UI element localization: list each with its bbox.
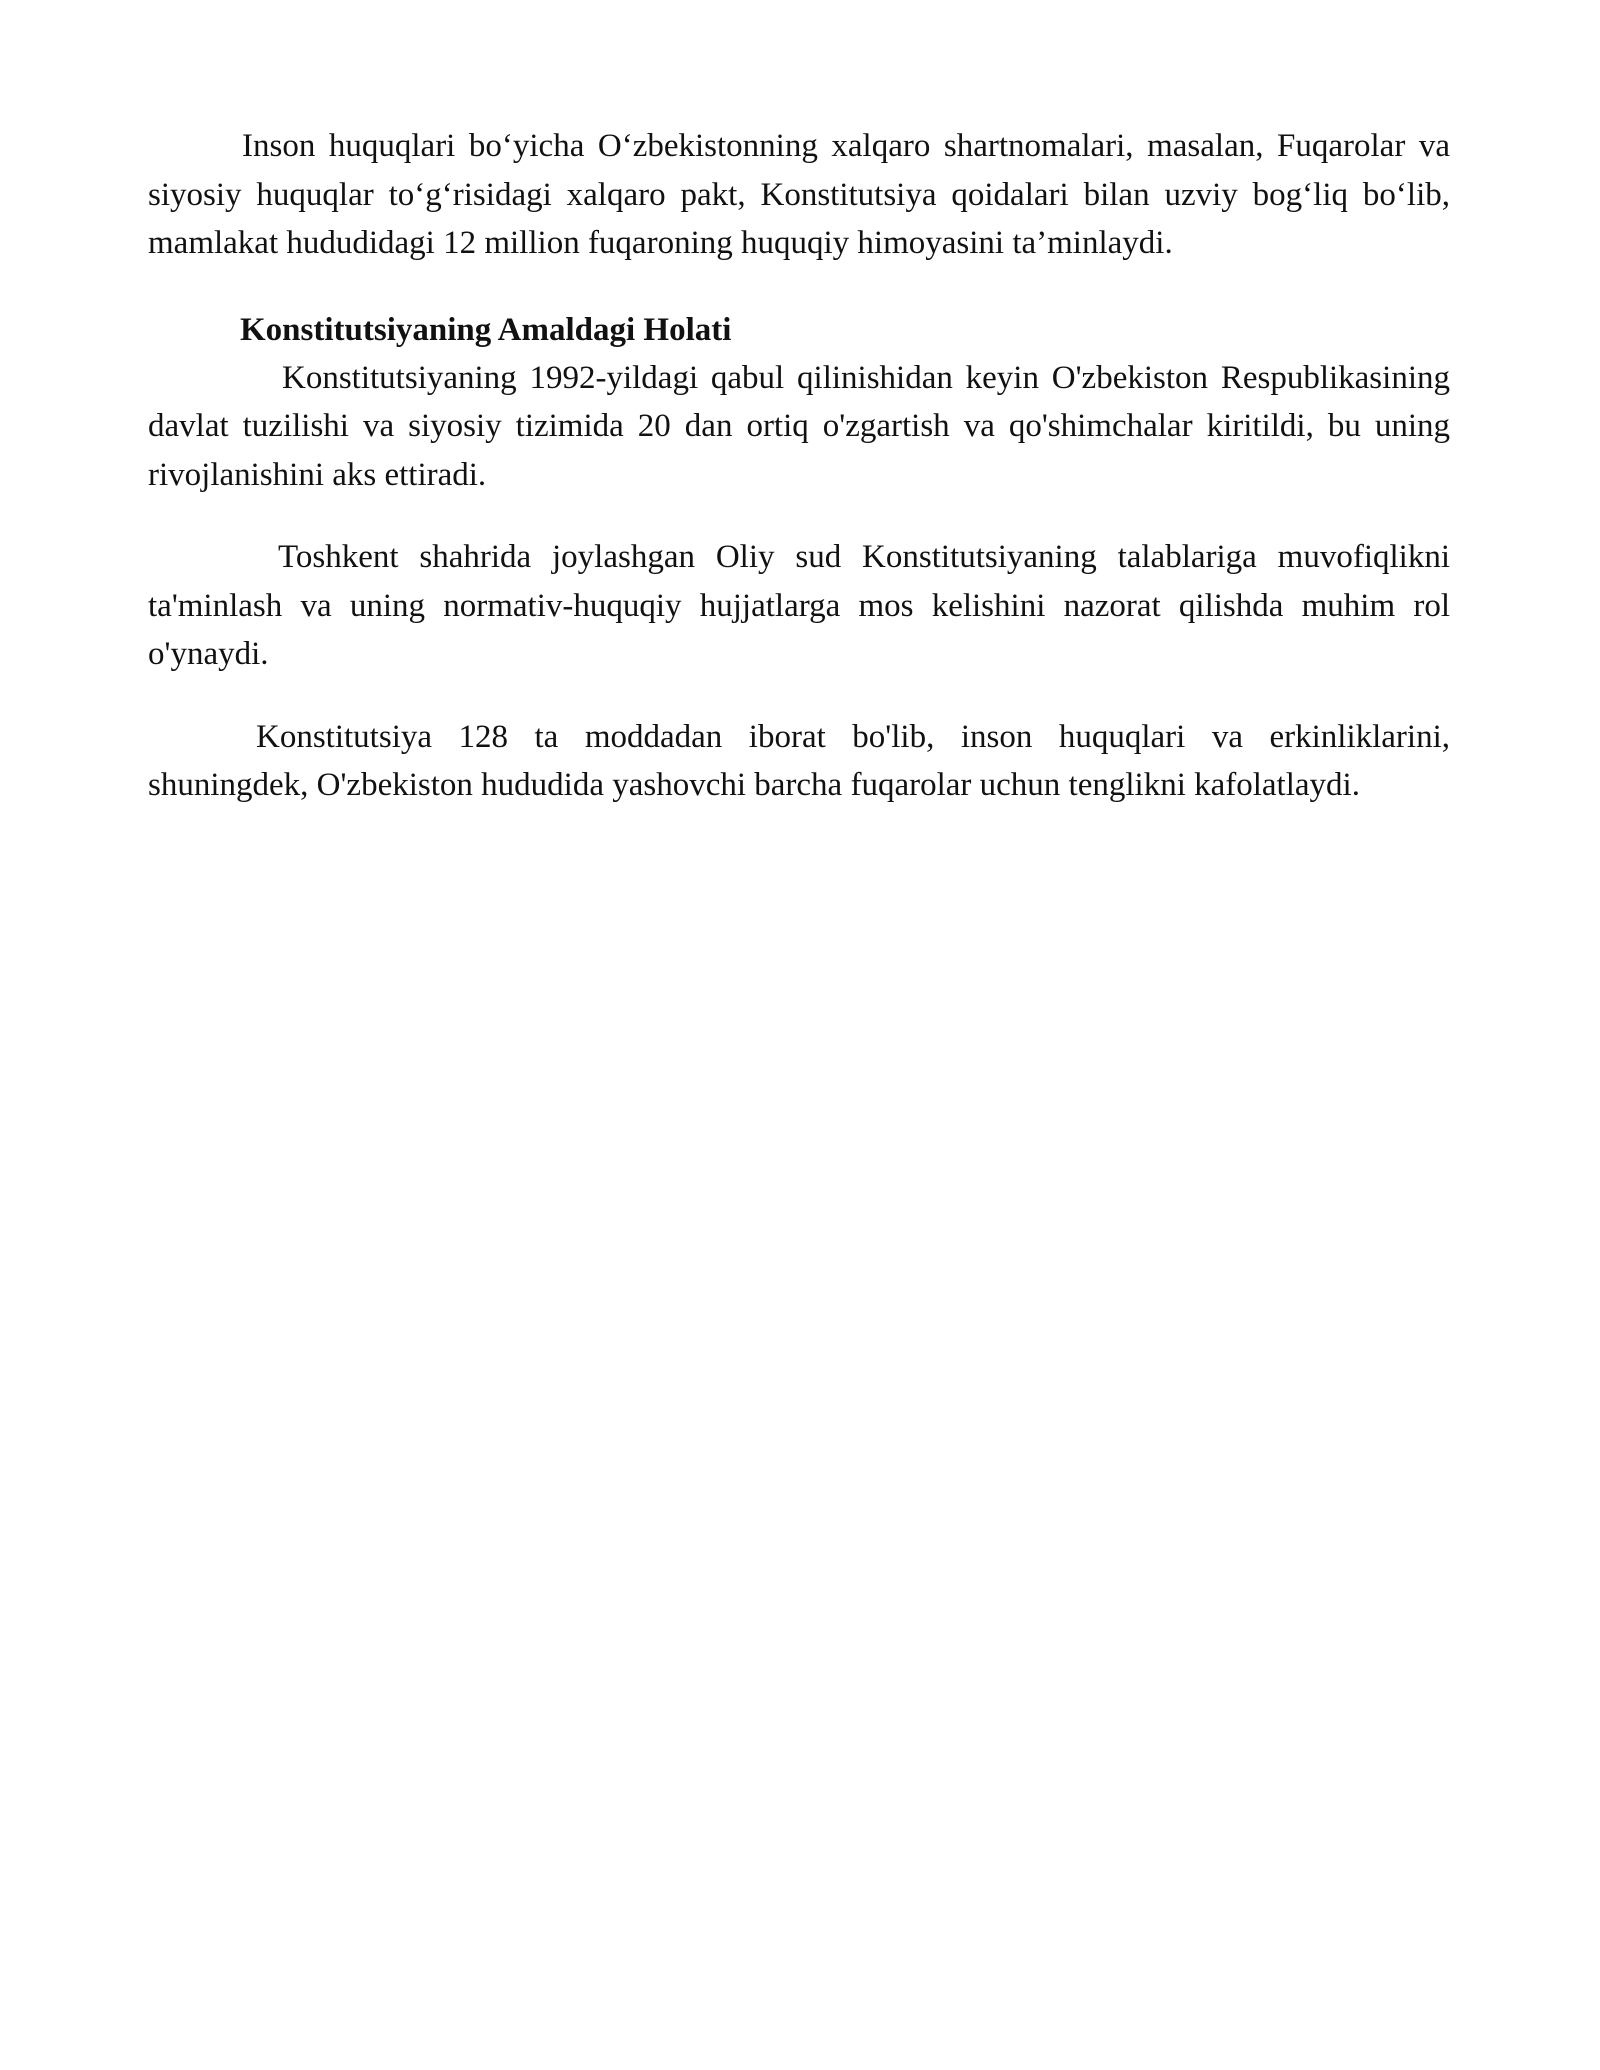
section-heading: Konstitutsiyaning Amaldagi Holati bbox=[240, 311, 732, 348]
paragraph-articles: Konstitutsiya 128 ta moddadan iborat bo'lib, inson huquqlari va erkinliklarini, shuningdek, O'zbekiston hududida yashovchi barcha fuqarolar uchun tenglikni kafolatlaydi. bbox=[148, 718, 1450, 803]
paragraph-amendments: Konstitutsiyaning 1992-yildagi qabul qilinishidan keyin O'zbekiston Respublikasining davlat tuzilishi va siyosiy tizimida 20 dan ortiq o'zgartish va qo'shimchalar kiritildi, bu uning rivojlanishini aks ettiradi. bbox=[148, 359, 1450, 493]
paragraph-international-treaties: Inson huquqlari bo‘yicha O‘zbekistonning xalqaro shartnomalari, masalan, Fuqarolar va siyosiy huquqlar to‘g‘risidagi xalqaro pakt, Konstitutsiya qoidalari bilan uzviy bog‘liq bo‘lib, mamlakat hududidagi 12 million fuqaroning huquqiy himoyasini ta’minlaydi. bbox=[148, 128, 1450, 261]
document-body bbox=[148, 122, 1450, 810]
paragraph-supreme-court: Toshkent shahrida joylashgan Oliy sud Konstitutsiyaning talablariga muvofiqlikni ta'minlash va uning normativ-huquqiy hujjatlarga mos kelishini nazorat qilishda muhim rol o'ynaydi. bbox=[148, 539, 1450, 672]
